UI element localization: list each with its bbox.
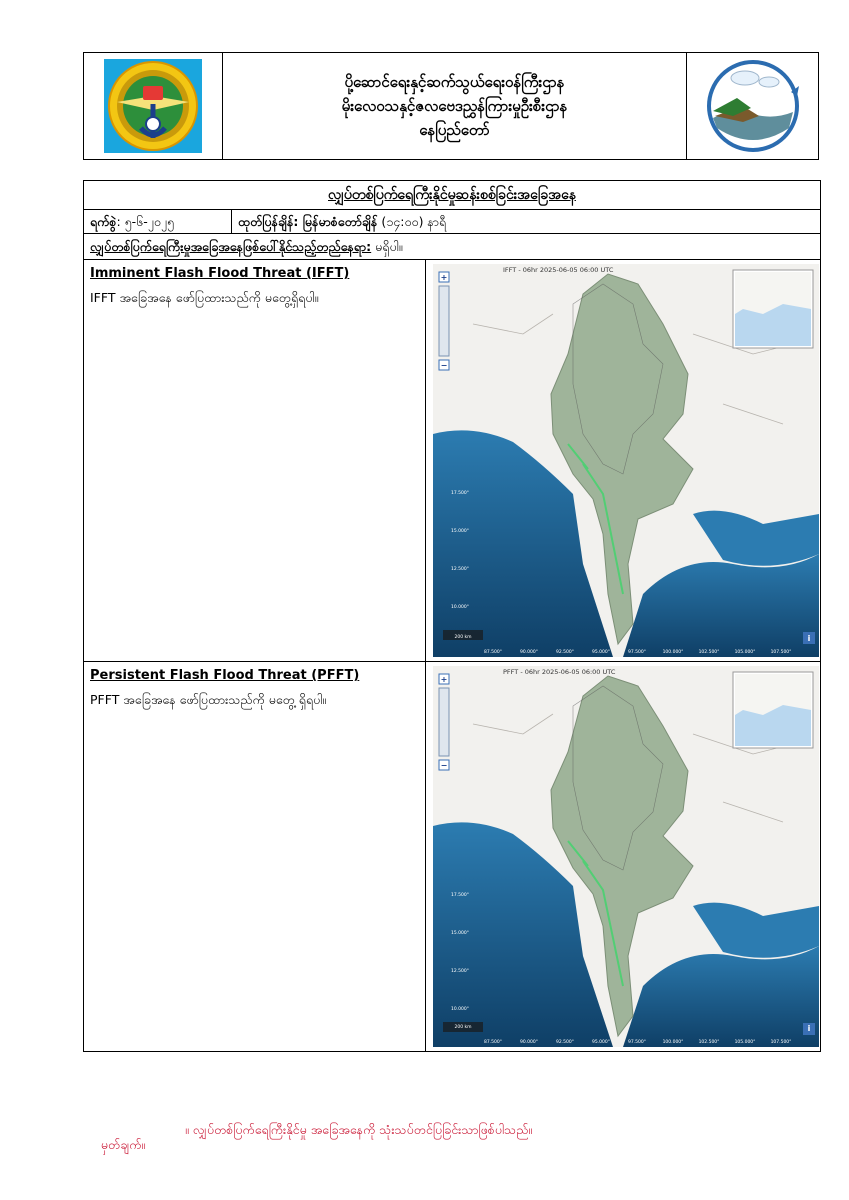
issue-time-label: ထုတ်ပြန်ချိန်: မြန်မာစံတော်ချိန် bbox=[238, 214, 378, 229]
date-label: ရက်စွဲ bbox=[90, 214, 117, 229]
ifft-lon-label: 90.000° bbox=[520, 650, 538, 655]
issue-time-cell bbox=[232, 210, 820, 233]
footer-note bbox=[85, 1122, 533, 1186]
department-name: မိုးလေဝသနှင့်ဇလဗေဒညွှန်ကြားမှုဦးစီးဌာန bbox=[341, 97, 568, 115]
pfft-description: PFFT အခြေအနေ ဖော်ပြထားသည်ကို မတွေ့ ရှိရပါ။ bbox=[90, 692, 327, 707]
date-row bbox=[84, 210, 820, 234]
table-title: လျှပ်တစ်ပြက်ရေကြီးနိုင်မှုဆန်းစစ်ခြင်းအခြေအနေ bbox=[84, 181, 820, 210]
pfft-lon-label: 105.000° bbox=[734, 1040, 756, 1045]
ifft-lon-label: 95.000° bbox=[592, 650, 610, 655]
city-name: နေပြည်တော် bbox=[419, 121, 490, 139]
ifft-lon-label: 87.500° bbox=[484, 650, 502, 655]
ifft-map-image bbox=[433, 264, 819, 657]
footer-note-label: မှတ်ချက်။ bbox=[100, 1137, 146, 1152]
ifft-lon-label: 97.500° bbox=[628, 650, 646, 655]
pfft-lon-label: 87.500° bbox=[484, 1040, 502, 1045]
pfft-lat-label: 10.000° bbox=[451, 1007, 469, 1012]
letterhead bbox=[83, 52, 819, 160]
issue-time-value: (၁၄:၀၀) နာရီ bbox=[377, 214, 447, 229]
ifft-description: IFFT အခြေအနေ ဖော်ပြထားသည်ကို မတွေ့ရှိရပါ။ bbox=[90, 290, 319, 305]
risk-location-value: မရှိပါ။ bbox=[371, 239, 403, 254]
right-logo bbox=[686, 53, 818, 159]
ifft-title: Imminent Flash Flood Threat (IFFT) bbox=[90, 266, 350, 281]
ifft-lon-label: 105.000° bbox=[734, 650, 756, 655]
pfft-lon-label: 107.500° bbox=[770, 1040, 792, 1045]
pfft-lon-label: 92.500° bbox=[556, 1040, 574, 1045]
pfft-scale-label: 200 km bbox=[454, 1025, 472, 1030]
ifft-lon-label: 107.500° bbox=[770, 650, 792, 655]
ifft-info-icon: i bbox=[807, 634, 811, 643]
pfft-lat-label: 12.500° bbox=[451, 969, 469, 974]
pfft-map-image bbox=[433, 666, 819, 1047]
ifft-lon-label: 100.000° bbox=[662, 650, 684, 655]
pfft-lat-label: 15.000° bbox=[451, 931, 469, 936]
ifft-lat-label: 15.000° bbox=[451, 529, 469, 534]
pfft-lon-label: 102.500° bbox=[698, 1040, 720, 1045]
pfft-lon-label: 95.000° bbox=[592, 1040, 610, 1045]
pfft-zoom-out: − bbox=[440, 761, 448, 770]
ifft-text-cell bbox=[84, 260, 426, 661]
ifft-map bbox=[433, 264, 819, 657]
ifft-map-header: IFFT - 06hr 2025-06-05 06:00 UTC bbox=[503, 266, 614, 274]
pfft-section bbox=[84, 662, 820, 1051]
ifft-scale-label: 200 km bbox=[454, 635, 472, 640]
date-value: : ၅-၆-၂၀၂၅ bbox=[116, 214, 175, 229]
ifft-zoom-in: + bbox=[440, 273, 448, 282]
ifft-lon-label: 102.500° bbox=[698, 650, 720, 655]
flash-flood-table bbox=[83, 180, 821, 1052]
ifft-zoom-out: − bbox=[440, 361, 448, 370]
ministry-emblem-icon bbox=[103, 58, 203, 154]
left-logo bbox=[84, 53, 223, 159]
ifft-lon-label: 92.500° bbox=[556, 650, 574, 655]
pfft-text-cell bbox=[84, 662, 426, 1051]
risk-location-label: လျှပ်တစ်ပြက်ရေကြီးမှုအခြေအနေဖြစ်ပေါ်နိုင်သည့်တည်နေရာ: bbox=[90, 239, 372, 254]
water-cycle-logo-icon bbox=[703, 56, 803, 156]
ifft-lat-label: 17.500° bbox=[451, 491, 469, 496]
pfft-lon-label: 90.000° bbox=[520, 1040, 538, 1045]
date-cell bbox=[84, 210, 232, 233]
pfft-map-header: PFFT - 06hr 2025-06-05 06:00 UTC bbox=[503, 668, 616, 676]
pfft-lon-label: 100.000° bbox=[662, 1040, 684, 1045]
ifft-lat-label: 10.000° bbox=[451, 605, 469, 610]
ifft-section bbox=[84, 260, 820, 662]
pfft-info-icon: i bbox=[807, 1024, 811, 1033]
pfft-lat-label: 17.500° bbox=[451, 893, 469, 898]
pfft-title: Persistent Flash Flood Threat (PFFT) bbox=[90, 668, 360, 683]
pfft-zoom-in: + bbox=[440, 675, 448, 684]
ifft-lat-label: 12.500° bbox=[451, 567, 469, 572]
footer-note-text: ။ လျှပ်တစ်ပြက်ရေကြီးနိုင်မှု အခြေအနေကို သုံးသပ်တင်ပြခြင်းသာဖြစ်ပါသည်။ bbox=[185, 1122, 533, 1137]
letterhead-title bbox=[223, 53, 686, 159]
pfft-map bbox=[433, 666, 819, 1047]
ministry-name: ပို့ဆောင်ရေးနှင့်ဆက်သွယ်ရေးဝန်ကြီးဌာန bbox=[344, 73, 565, 91]
risk-location-row bbox=[84, 234, 820, 260]
pfft-lon-label: 97.500° bbox=[628, 1040, 646, 1045]
